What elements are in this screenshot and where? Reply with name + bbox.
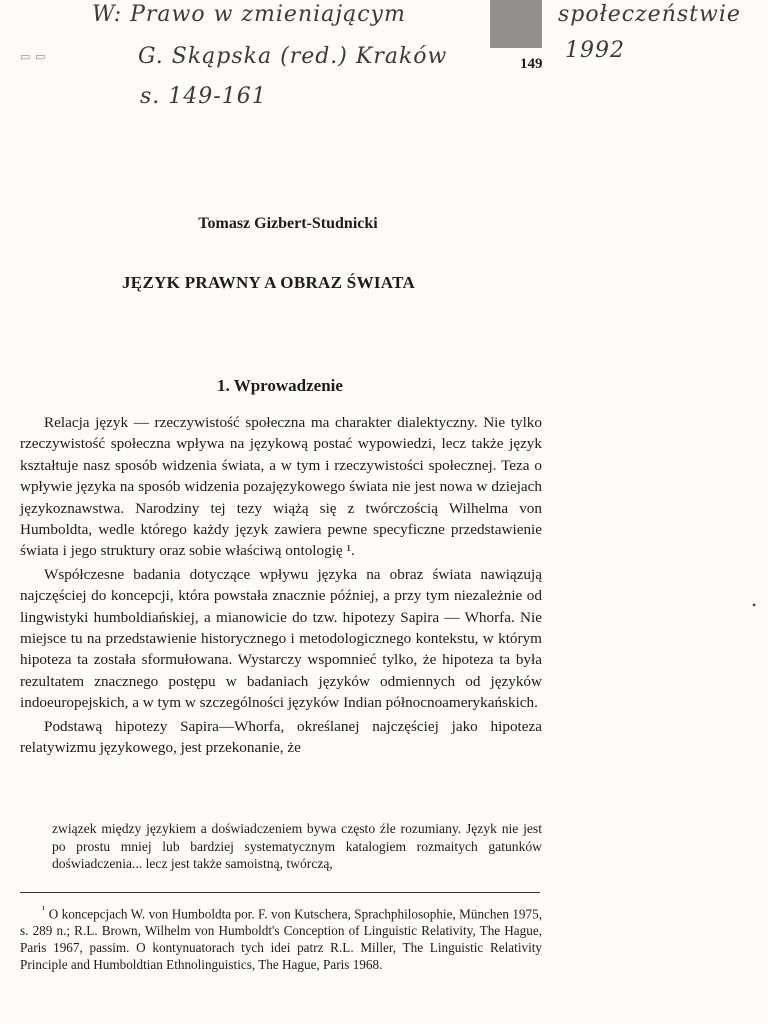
body-text <box>20 412 542 759</box>
block-quote: związek między językiem a doświadczeniem bywa często źle rozumiany. Język nie jest po prostu mniej lub bardziej systematycznym katalogiem rozmaitych gatunków doświadczenia... lecz jest także samoistną, twórczą, <box>52 821 542 871</box>
footnote-text: O koncepcjach W. von Humboldta por. F. von Kutschera, Sprachphilosophie, München 1975, s. 289 n.; R.L. Brown, Wilhelm von Humboldt's Conception of Linguistic Relativity, The Hague, Paris 1967, passim. O kontynuatorach tych idei patrz R.L. Miller, The Linguistic Relativity Principle and Humboldtian Ethnolinguistics, The Hague, Paris 1968. <box>20 906 542 973</box>
paragraph: Relacja język — rzeczywistość społeczna ma charakter dialektyczny. Nie tylko rzeczywistość społeczna wpływa na językową postać wypowiedzi, lecz także język kształtuje nasz sposób widzenia świata, a w tym i rzeczywistości społecznej. Teza o wpływie języka na sposób widzenia pozajęzykowego świata nie jest nowa w dziejach językoznawstwa. Narodziny tej tezy wiążą się z twórczością Wilhelma von Humboldta, wedle którego każdy język zawiera pewne specyficzne przedstawienie świata i jego struktury oraz sobie właściwą ontologię ¹. <box>20 414 542 560</box>
paragraph: Podstawą hipotezy Sapira—Whorfa, określanej najczęściej jako hipoteza relatywizmu językowego, jest przekonanie, że <box>20 717 542 757</box>
handwritten-year: 1992 <box>565 38 625 63</box>
section-heading: 1. Wprowadzenie <box>217 376 343 395</box>
handwritten-note-line1-right: społeczeństwie <box>558 2 741 27</box>
scan-shadow <box>490 0 542 48</box>
margin-mark: • <box>752 598 757 612</box>
scan-mark: ▭ ▭ <box>20 51 47 63</box>
handwritten-note-line2: G. Skąpska (red.) Kraków <box>138 44 448 69</box>
footnote-divider <box>20 892 540 893</box>
footnote-mark: ¹ <box>42 904 46 916</box>
handwritten-note-line3: s. 149-161 <box>140 84 267 109</box>
page-number: 149 <box>520 56 543 72</box>
author-name: Tomasz Gizbert-Studnicki <box>198 215 378 232</box>
paragraph: Współczesne badania dotyczące wpływu języka na obraz świata nawiązują najczęściej do koncepcji, która powstała znacznie później, a przy tym niezależnie od lingwistyki humboldiańskiej, a mianowicie do tzw. hipotezy Sapira — Whorfa. Nie miejsce tu na przedstawienie historycznego i metodologicznego kontekstu, w którym hipoteza ta została sformułowana. Wystarczy wspomnieć tylko, że hipoteza ta była rezultatem znacznego postępu w badaniach języków odmiennych od języków indoeuropejskich, a w tym w szczególności języków Indian północnoamerykańskich. <box>20 565 542 712</box>
handwritten-note-line1: W: Prawo w zmieniającym <box>92 2 406 27</box>
article-title: JĘZYK PRAWNY A OBRAZ ŚWIATA <box>122 273 416 292</box>
footnote <box>20 902 542 973</box>
